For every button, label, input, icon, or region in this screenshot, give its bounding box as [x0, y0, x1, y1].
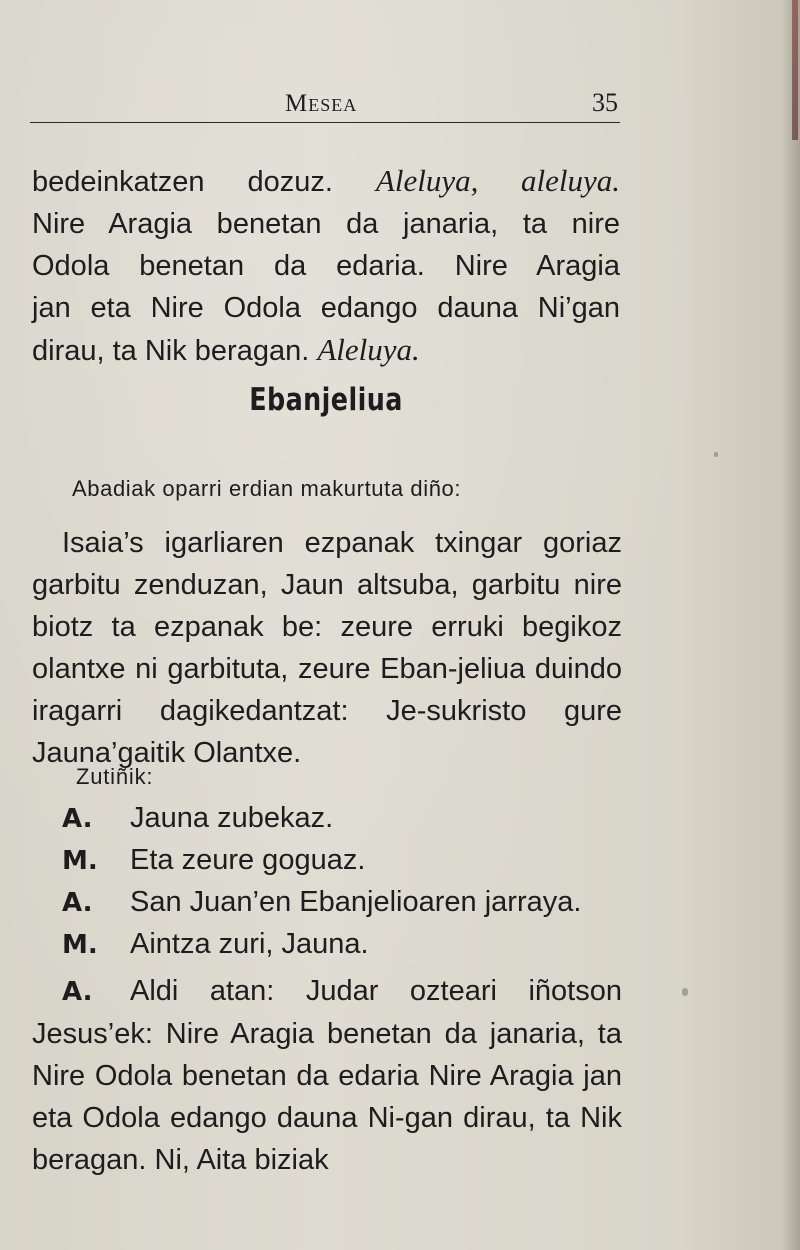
speaker-mark: M. — [62, 846, 98, 876]
italic-text: Aleluya, aleluya. — [375, 163, 620, 198]
speaker-mark: A. — [62, 804, 93, 834]
opening-paragraph — [32, 160, 620, 372]
paper-speck — [714, 452, 718, 457]
speaker-mark: A. — [62, 888, 93, 918]
prayer-paragraph: Isaia’s igarliaren ezpanak txingar goriaz garbitu zenduzan, Jaun altsuba, garbitu nire biotz ta ezpanak be: zeure erruki begikoz olantxe ni garbituta, zeure Eban-jeliua duindo iragarri dagikedantzat: Je-sukristo gure Jauna’gaitik Olantxe. — [32, 527, 622, 769]
text-line — [32, 329, 620, 372]
gospel-text: Aldi atan: Judar ozteari iñotson Jesus’ek: Nire Aragia benetan da janaria, ta Nire Odola benetan da edaria Nire Aragia jan eta Odola edango dauna Ni-gan dirau, ta Nik beragan. Ni, Aita biziak — [32, 975, 622, 1176]
speaker-mark: A. — [62, 977, 93, 1007]
text-line: jan eta Nire Odola edango dauna Ni’gan — [32, 292, 620, 324]
speaker-mark: M. — [62, 930, 98, 960]
dialogue-line — [62, 928, 632, 970]
dialogue-text: Aintza zuri, Jauna. — [130, 928, 369, 960]
text-span: bedeinkatzen dozuz. — [32, 166, 376, 198]
paper-speck — [682, 988, 688, 996]
dialogue-block — [62, 802, 632, 970]
dialogue-text: San Juan’en Ebanjelioaren jarraya. — [130, 886, 582, 918]
dialogue-line — [62, 844, 632, 886]
rubric-instruction: Abadiak oparri erdian makurtuta diño: — [72, 476, 462, 501]
dialogue-line — [62, 886, 632, 928]
page-number: 35 — [592, 88, 618, 117]
text-line: Odola benetan da edaria. Nire Aragia — [32, 250, 620, 282]
section-heading: Ebanjeliua — [249, 382, 403, 418]
dialogue-text: Jauna zubekaz. — [130, 802, 334, 834]
text-line — [32, 160, 620, 203]
dialogue-text: Eta zeure goguaz. — [130, 844, 366, 876]
dialogue-line — [62, 802, 632, 844]
rubric-standing: Zutiñik: — [76, 764, 154, 789]
text-span: dirau, ta Nik beragan. — [32, 335, 318, 367]
running-title: Mesea — [285, 90, 358, 117]
italic-text: Aleluya. — [317, 332, 420, 367]
bookmark-ribbon — [792, 0, 798, 140]
running-header — [30, 88, 620, 123]
page-edge-shadow — [782, 0, 800, 1250]
text-line: Nire Aragia benetan da janaria, ta nire — [32, 208, 620, 240]
gospel-paragraph — [32, 970, 622, 1181]
